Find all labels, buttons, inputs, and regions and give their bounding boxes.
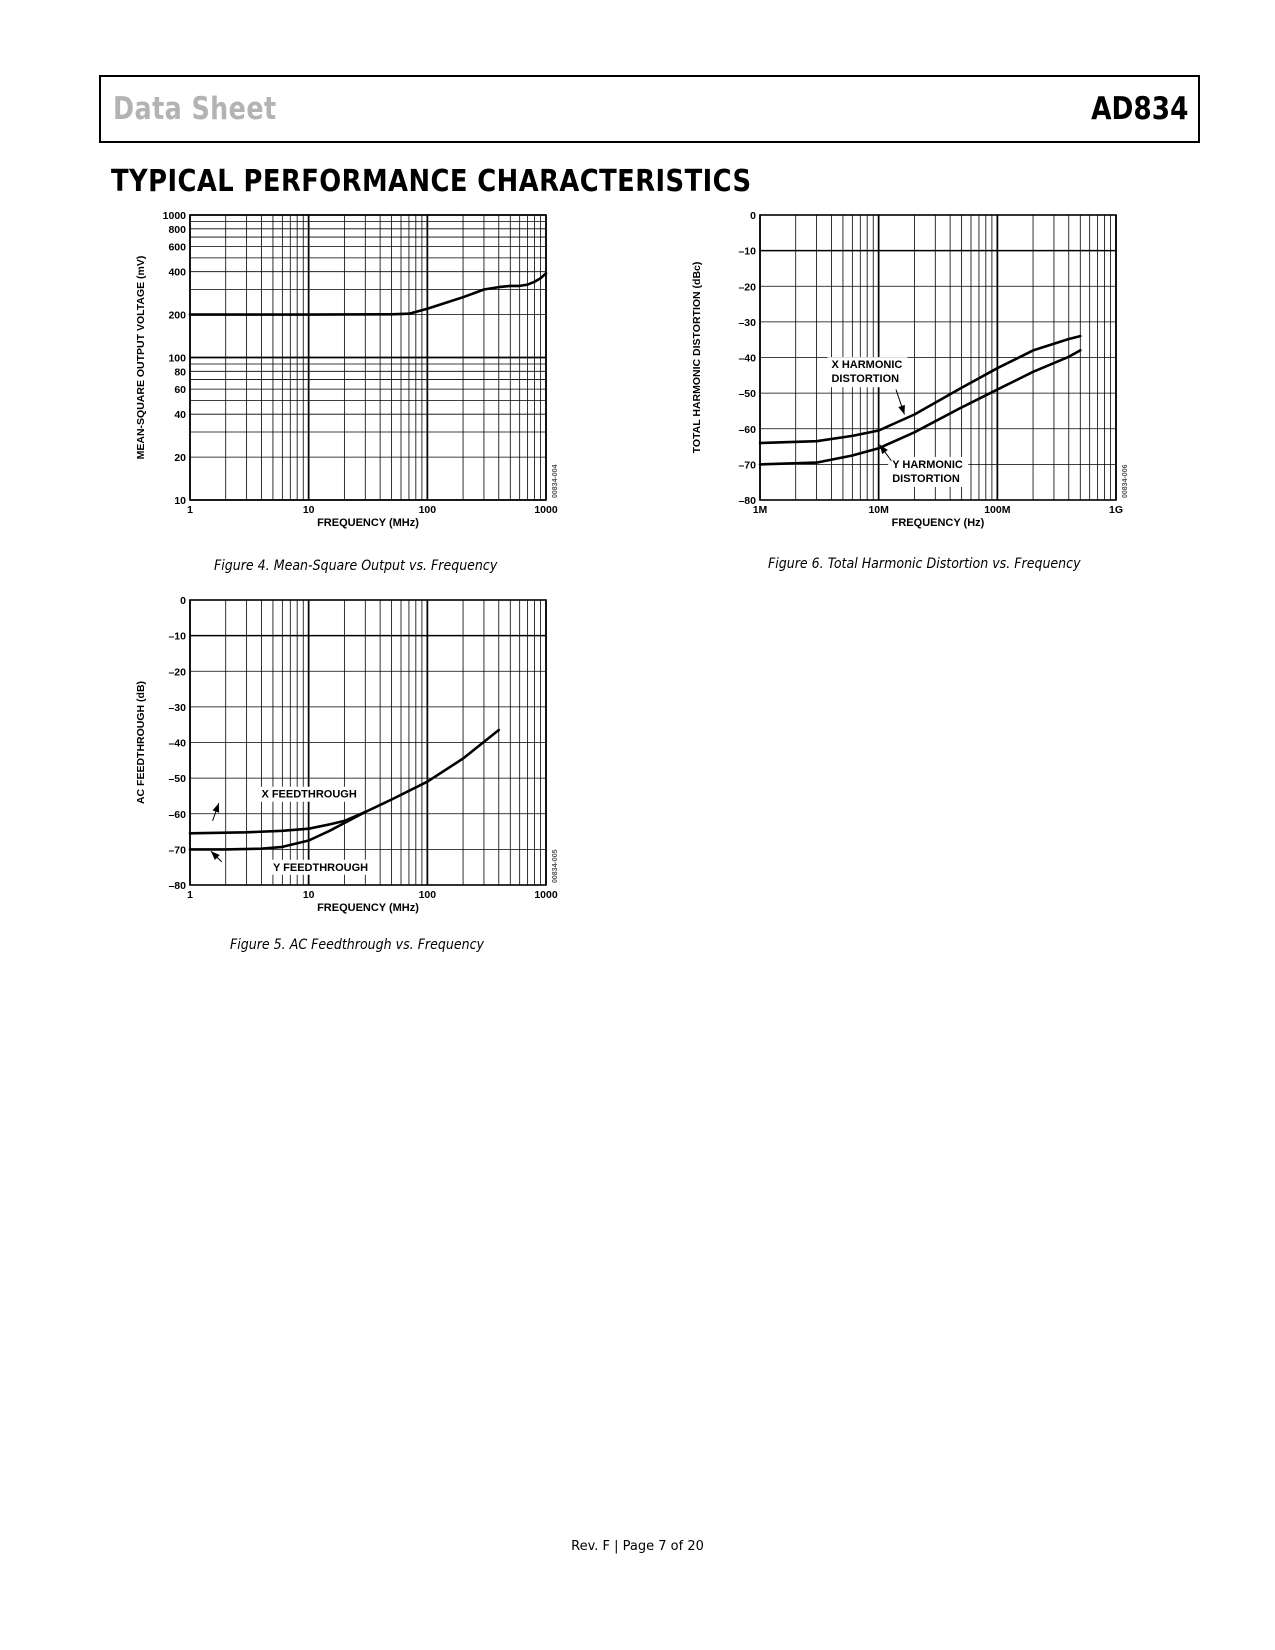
series-line-mean-square-output (190, 273, 546, 314)
x-tick-label: 10 (302, 889, 315, 901)
y-tick-label: –40 (168, 737, 186, 750)
annotation-arrowhead (213, 803, 220, 813)
x-tick-label: 1000 (534, 889, 558, 901)
y-axis-label: AC FEEDTHROUGH (dB) (135, 680, 147, 805)
y-tick-label: –40 (738, 352, 756, 365)
y-tick-label: 0 (750, 210, 756, 222)
figure-code: 00834-004 (552, 464, 559, 498)
y-tick-label: 20 (174, 452, 186, 465)
y-tick-label: 0 (180, 595, 186, 607)
figure-6-caption: Figure 6. Total Harmonic Distortion vs. Frequency (768, 556, 1081, 572)
y-tick-label: –30 (738, 316, 756, 329)
annotation-label: DISTORTION (831, 373, 900, 386)
x-tick-label: 1 (187, 504, 193, 516)
y-tick-label: –50 (738, 388, 756, 401)
y-tick-label: –70 (738, 459, 756, 472)
part-number: AD834 (1090, 91, 1188, 127)
figure-4-caption: Figure 4. Mean-Square Output vs. Frequency (214, 558, 498, 574)
y-tick-label: 400 (168, 266, 186, 279)
y-axis-label: MEAN-SQUARE OUTPUT VOLTAGE (mV) (135, 255, 147, 460)
y-tick-label: –10 (168, 630, 186, 643)
x-axis-label: FREQUENCY (MHz) (317, 902, 419, 914)
y-tick-label: –50 (168, 773, 186, 786)
y-axis-label: TOTAL HARMONIC DISTORTION (dBc) (691, 261, 703, 454)
y-tick-label: 80 (174, 366, 186, 379)
x-tick-label: 10 (302, 504, 315, 516)
chart-ac-feedthrough (130, 590, 590, 935)
page-header (99, 75, 1200, 143)
figure-code: 00834-006 (1122, 464, 1129, 498)
x-tick-label: 100 (418, 889, 437, 901)
y-tick-label: –70 (168, 844, 186, 857)
y-tick-label: 1000 (162, 210, 186, 222)
x-tick-label: 100 (418, 504, 437, 516)
y-tick-label: –60 (168, 808, 186, 821)
x-axis-label: FREQUENCY (Hz) (891, 517, 985, 529)
y-tick-label: 800 (168, 223, 186, 236)
x-tick-label: 10M (868, 504, 889, 516)
x-tick-label: 1000 (534, 504, 558, 516)
annotation-label: DISTORTION (892, 472, 960, 485)
chart-total-harmonic-distortion (691, 205, 1160, 550)
y-tick-label: 200 (168, 309, 186, 322)
series-line-y-harmonic-distortion (760, 350, 1080, 464)
x-tick-label: 1G (1108, 504, 1124, 516)
y-tick-label: –80 (168, 880, 186, 892)
y-tick-label: 40 (174, 409, 186, 422)
annotation-arrowhead (898, 405, 905, 415)
y-tick-label: –10 (738, 245, 756, 258)
chart-mean-square-output (130, 205, 590, 550)
y-tick-label: 100 (168, 352, 186, 365)
x-tick-label: 100M (984, 504, 1011, 516)
y-tick-label: –80 (738, 495, 756, 507)
y-tick-label: –20 (168, 666, 186, 679)
annotation-label: Y HARMONIC (892, 458, 963, 471)
doc-type-label: Data Sheet (113, 91, 277, 127)
y-tick-label: –60 (738, 423, 756, 436)
x-axis-label: FREQUENCY (MHz) (317, 517, 419, 529)
annotation-label: X FEEDTHROUGH (261, 788, 357, 801)
y-tick-label: 600 (168, 241, 186, 254)
x-tick-label: 1 (187, 889, 193, 901)
y-tick-label: 10 (174, 495, 186, 507)
figure-code: 00834-005 (552, 849, 559, 883)
y-tick-label: –30 (168, 701, 186, 714)
y-tick-label: –20 (738, 281, 756, 294)
annotation-label: Y FEEDTHROUGH (272, 861, 369, 874)
series-line-x-harmonic-distortion (760, 336, 1080, 443)
figure-5-caption: Figure 5. AC Feedthrough vs. Frequency (230, 937, 484, 953)
annotation-label: X HARMONIC (831, 359, 903, 372)
section-title: TYPICAL PERFORMANCE CHARACTERISTICS (111, 164, 752, 199)
y-tick-label: 60 (174, 384, 186, 397)
page-footer: Rev. F | Page 7 of 20 (571, 1539, 704, 1554)
x-tick-label: 1M (752, 504, 768, 516)
